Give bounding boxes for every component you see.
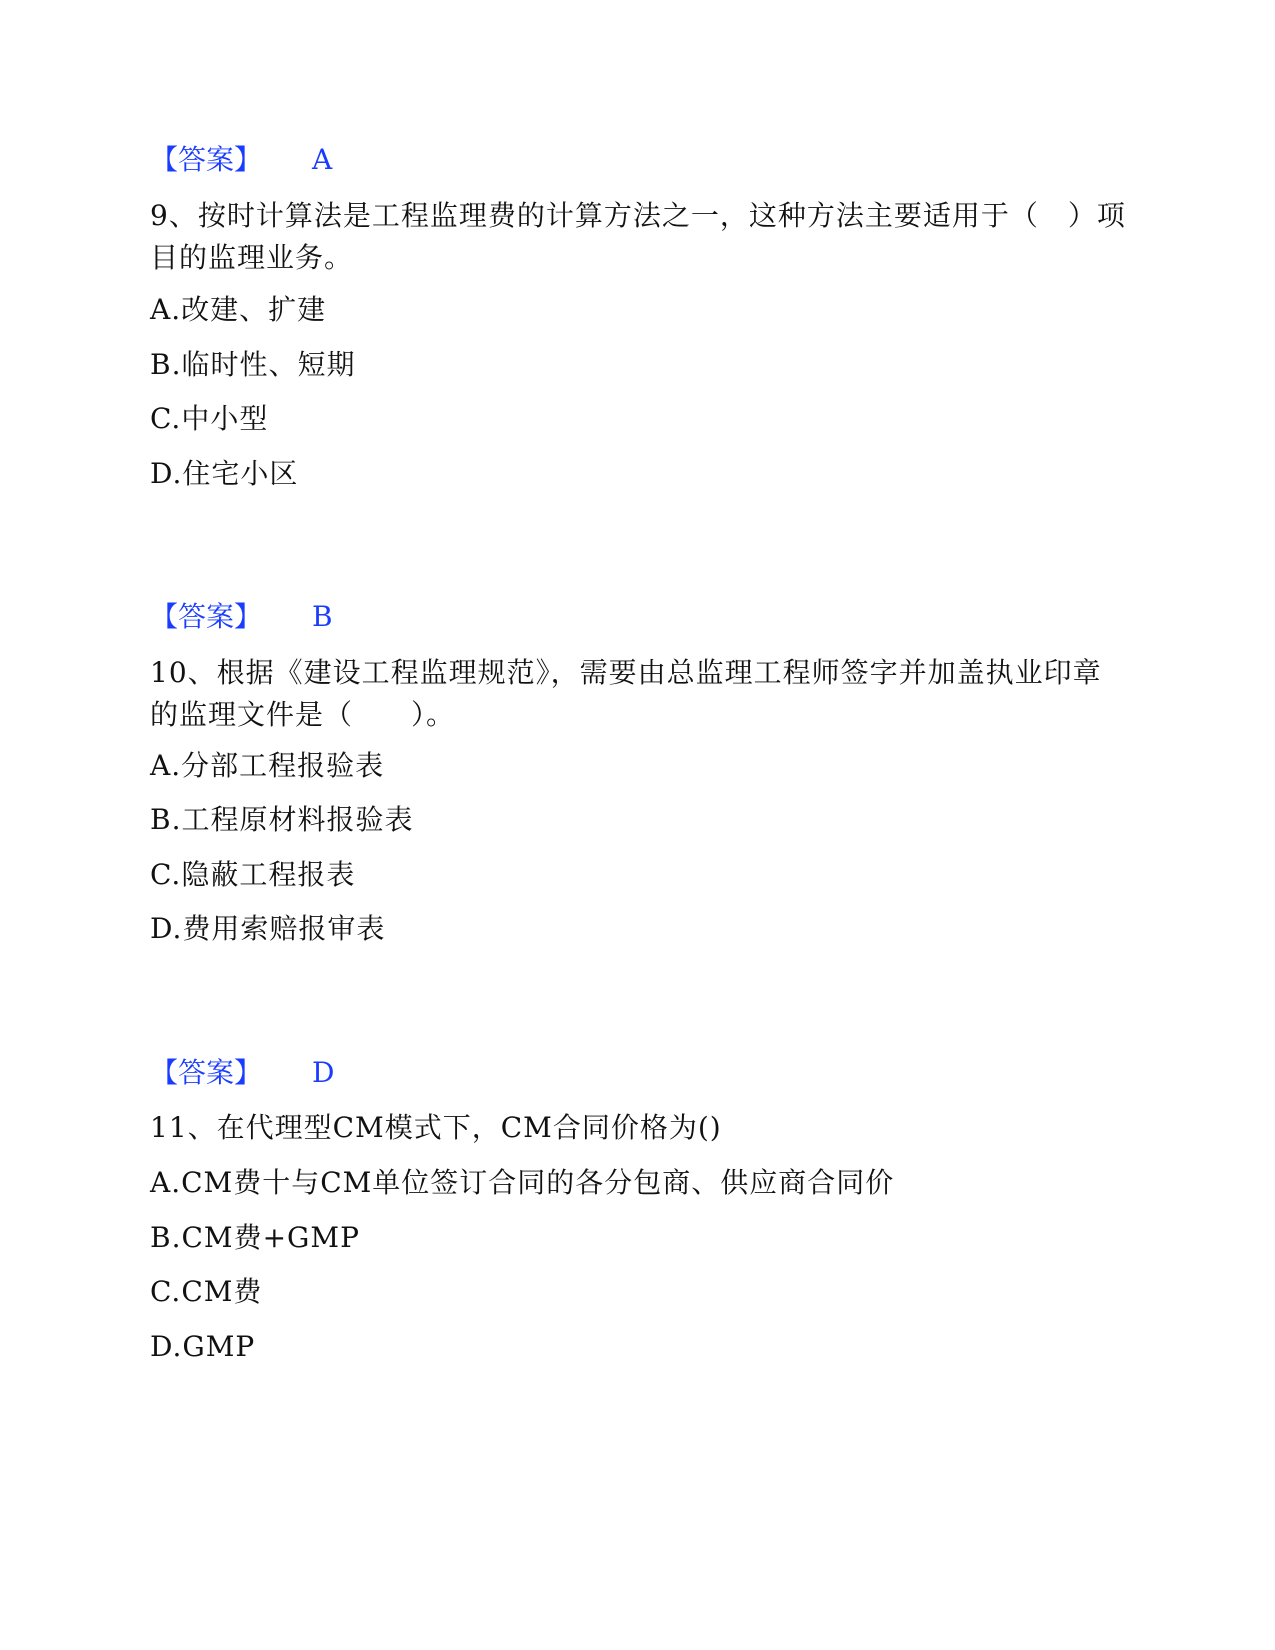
answer-value: B [312, 600, 333, 633]
answer-label: 【答案】 [150, 1056, 263, 1089]
question-stem: 9、按时计算法是工程监理费的计算方法之一，这种方法主要适用于（ ）项目的监理业务。 [150, 199, 1126, 274]
answer-line [150, 1053, 334, 1093]
option-c: C.CM费 [150, 1275, 263, 1308]
answer-value: A [312, 143, 333, 176]
answer-value: D [312, 1056, 335, 1089]
option-c: C.中小型 [150, 402, 269, 435]
option-b: B.临时性、短期 [150, 348, 356, 381]
answer-label: 【答案】 [150, 143, 263, 176]
option-a: A.改建、扩建 [150, 293, 327, 326]
option-b: B.工程原材料报验表 [150, 803, 414, 836]
answer-line [150, 140, 332, 180]
option-a: A.CM费十与CM单位签订合同的各分包商、供应商合同价 [150, 1166, 895, 1199]
option-c: C.隐蔽工程报表 [150, 858, 356, 891]
question-stem: 11、在代理型CM模式下，CM合同价格为() [150, 1111, 722, 1144]
option-d: D.费用索赔报审表 [150, 912, 386, 945]
answer-label: 【答案】 [150, 600, 263, 633]
option-a: A.分部工程报验表 [150, 749, 385, 782]
question-stem: 10、根据《建设工程监理规范》，需要由总监理工程师签字并加盖执业印章的监理文件是（ ）。 [150, 656, 1102, 731]
option-d: D.GMP [150, 1330, 256, 1363]
option-b: B.CM费+GMP [150, 1221, 360, 1254]
answer-line [150, 597, 333, 637]
option-d: D.住宅小区 [150, 457, 299, 490]
